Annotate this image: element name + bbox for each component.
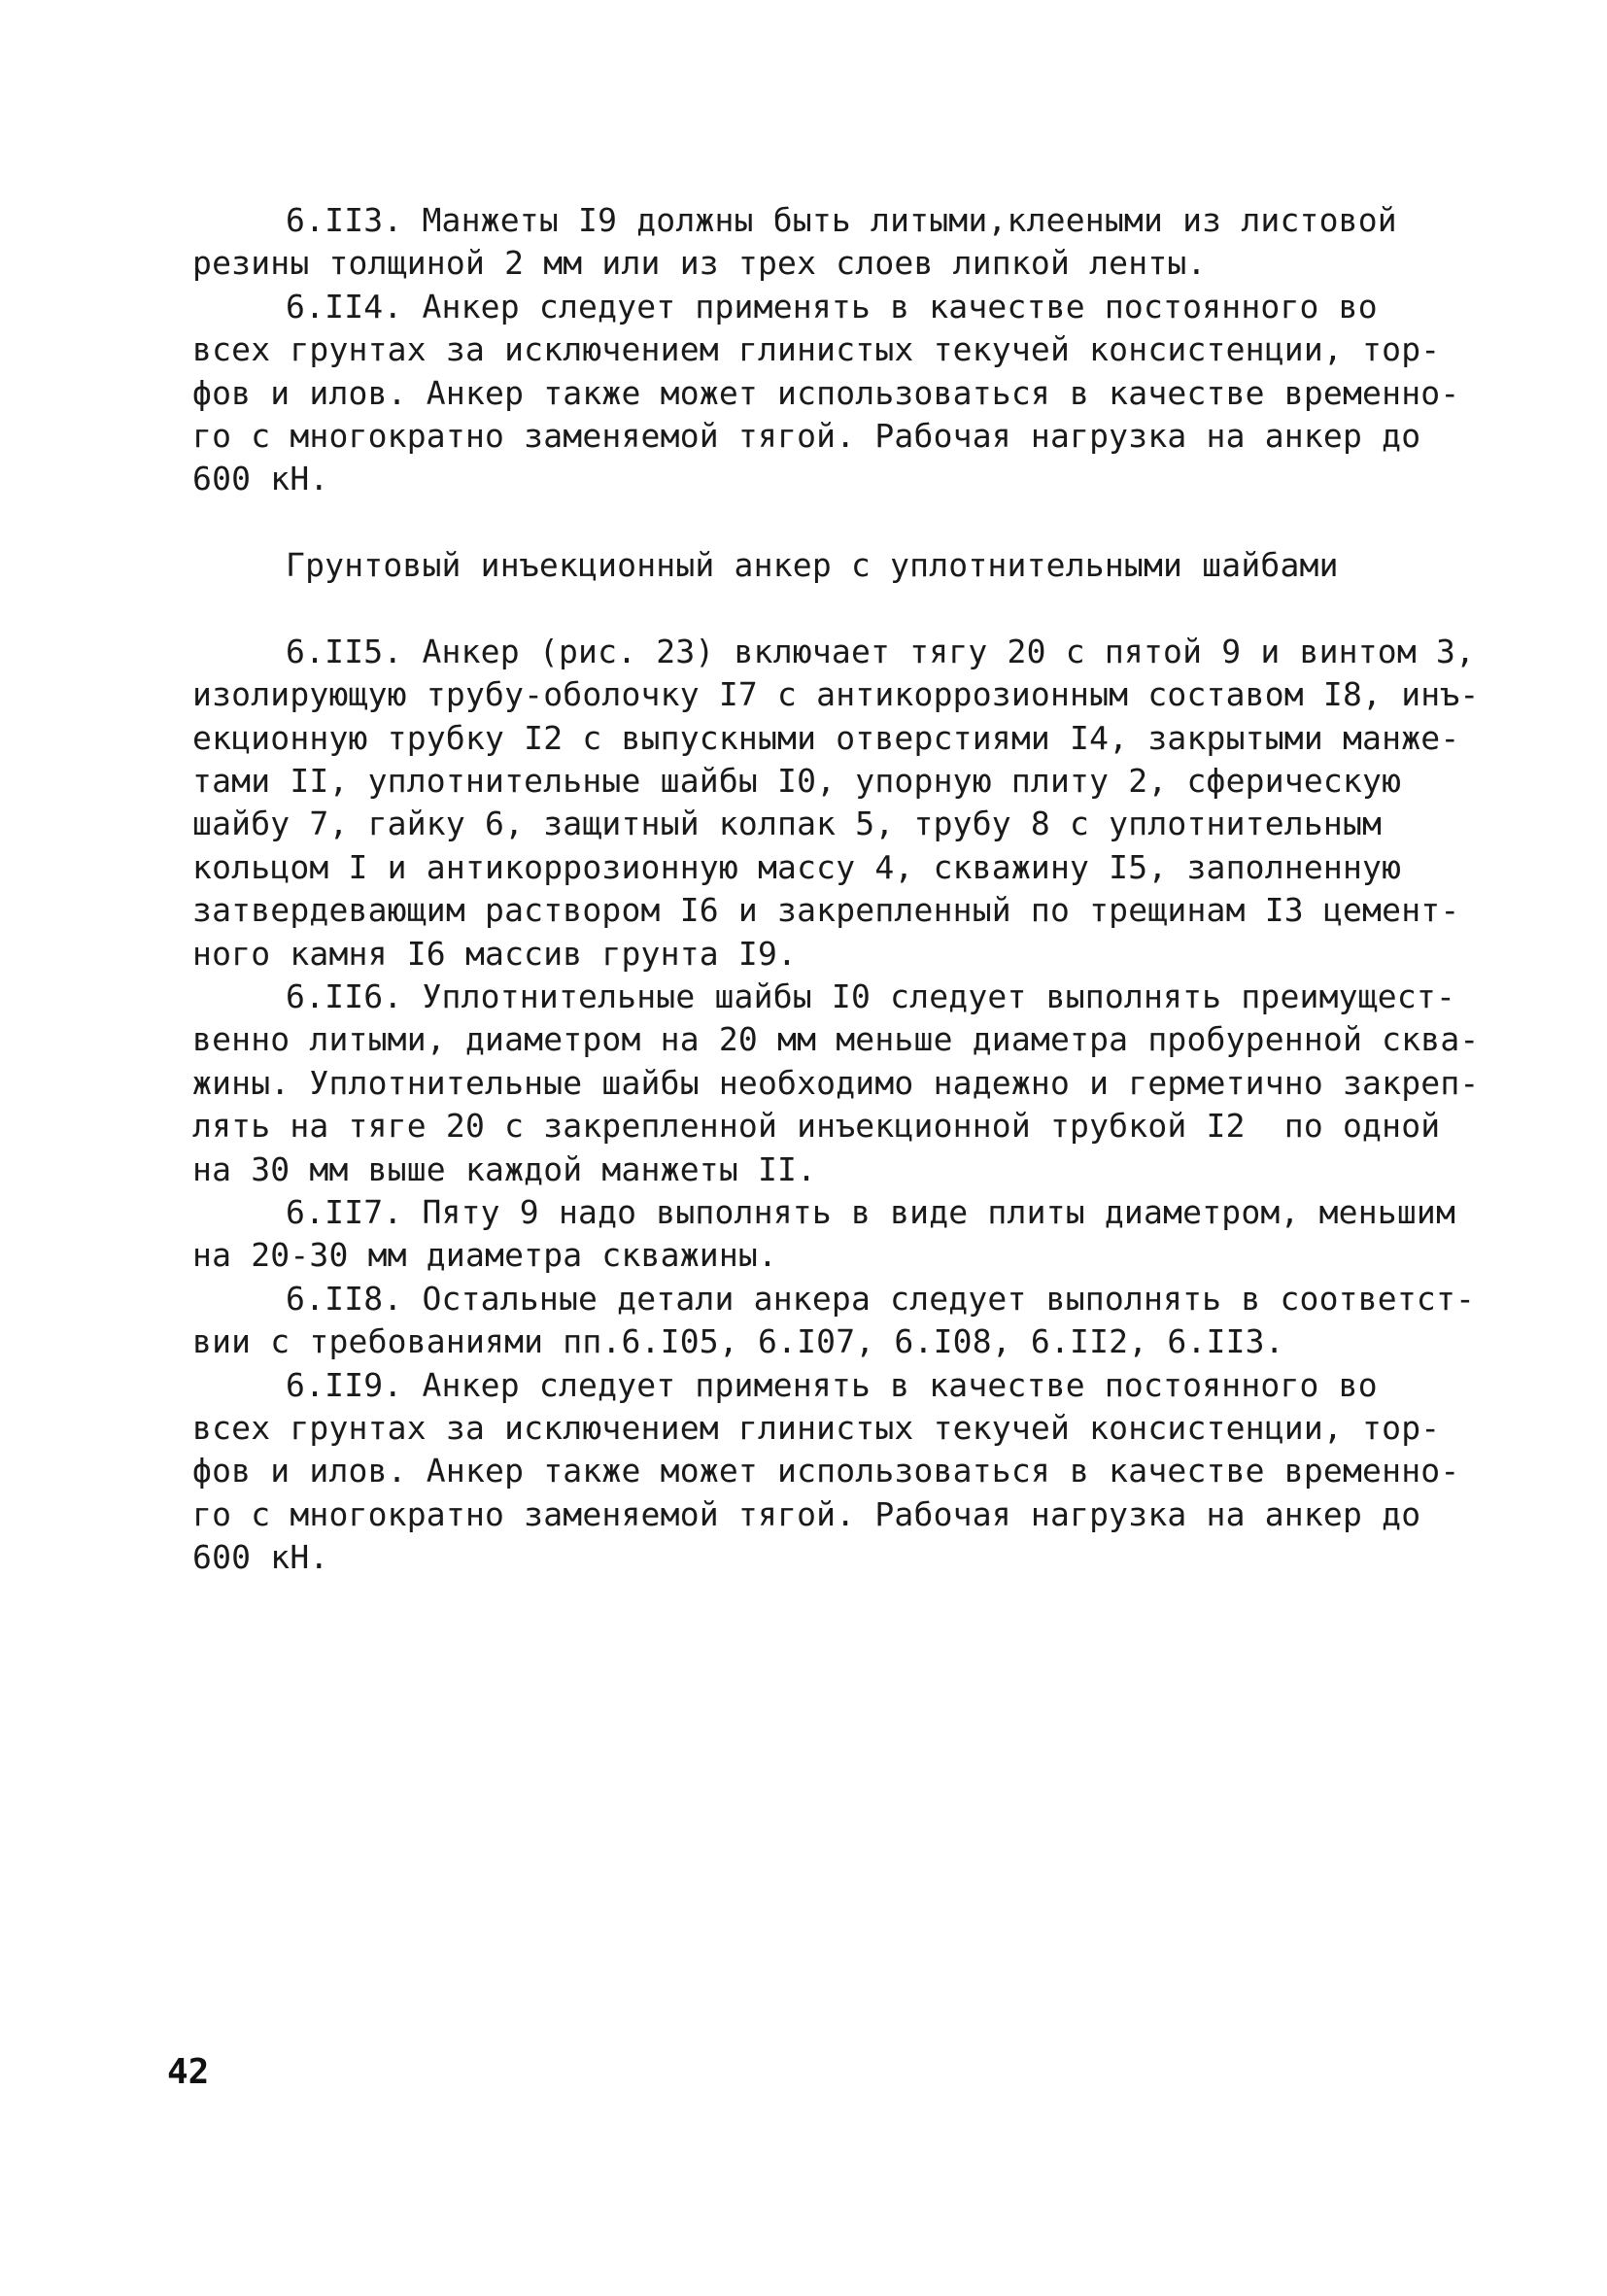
paragraph-line: лять на тяге 20 с закрепленной инъекционной трубкой I2 по одной bbox=[192, 1107, 1441, 1146]
paragraph-line: 6.II5. Анкер (рис. 23) включает тягу 20 с пятой 9 и винтом 3, bbox=[286, 632, 1476, 670]
paragraph-line: го с многократно заменяемой тягой. Рабочая нагрузка на анкер до bbox=[192, 1494, 1421, 1533]
paragraph-line: 6.II3. Манжеты I9 должны быть литыми,клееными из листовой bbox=[286, 201, 1397, 239]
paragraph-6-118 bbox=[192, 1278, 1476, 1364]
paragraph-line: всех грунтах за исключением глинистых текучей консистенции, тор- bbox=[192, 1408, 1441, 1447]
paragraph-line: 6.II4. Анкер следует применять в качестве постоянного во bbox=[286, 287, 1378, 326]
paragraph-line: жины. Уплотнительные шайбы необходимо надежно и герметично закреп- bbox=[192, 1063, 1480, 1102]
paragraph-line: 600 кН. bbox=[192, 460, 329, 498]
paragraph-line: кольцом I и антикоррозионную массу 4, скважину I5, заполненную bbox=[192, 847, 1402, 886]
page-number: 42 bbox=[167, 2052, 210, 2092]
paragraph-line: 600 кН. bbox=[192, 1538, 329, 1577]
paragraph-line: 6.II6. Уплотнительные шайбы I0 следует выполнять преимущест- bbox=[286, 977, 1456, 1016]
paragraph-line: фов и илов. Анкер также может использоваться в качестве временно- bbox=[192, 1452, 1460, 1491]
paragraph-line: ного камня I6 массив грунта I9. bbox=[192, 934, 798, 973]
paragraph-line: на 30 мм выше каждой манжеты II. bbox=[192, 1149, 817, 1188]
paragraph-line: шайбу 7, гайку 6, защитный колпак 5, трубу 8 с уплотнительным bbox=[192, 805, 1383, 843]
paragraph-6-116 bbox=[192, 976, 1480, 1191]
paragraph-line: фов и илов. Анкер также может использоваться в качестве временно- bbox=[192, 373, 1460, 412]
paragraph-line: вии с требованиями пп.6.I05, 6.I07, 6.I08, 6.II2, 6.II3. bbox=[192, 1322, 1284, 1361]
paragraph-line: го с многократно заменяемой тягой. Рабочая нагрузка на анкер до bbox=[192, 416, 1421, 455]
paragraph-line: затвердевающим раствором I6 и закрепленный по трещинам I3 цемент- bbox=[192, 891, 1460, 930]
paragraph-line: тами II, уплотнительные шайбы I0, упорную плиту 2, сферическую bbox=[192, 762, 1402, 801]
paragraph-line: всех грунтах за исключением глинистых текучей консистенции, тор- bbox=[192, 330, 1441, 369]
paragraph-line: екционную трубку I2 с выпускными отверстиями I4, закрытыми манже- bbox=[192, 718, 1460, 757]
paragraph-line: 6.II7. Пяту 9 надо выполнять в виде плиты диаметром, меньшим bbox=[286, 1192, 1456, 1231]
spacer bbox=[192, 501, 1446, 544]
paragraph-6-117 bbox=[192, 1191, 1456, 1278]
paragraph-line: 6.II8. Остальные детали анкера следует выполнять в соответст- bbox=[286, 1279, 1476, 1318]
paragraph-line: 6.II9. Анкер следует применять в качестве постоянного во bbox=[286, 1365, 1378, 1404]
paragraph-line: на 20-30 мм диаметра скважины. bbox=[192, 1236, 778, 1275]
document-body bbox=[192, 199, 1480, 1580]
paragraph-6-115 bbox=[192, 631, 1480, 976]
paragraph-line: венно литыми, диаметром на 20 мм меньше диаметра пробуренной сква- bbox=[192, 1020, 1480, 1059]
paragraph-6-119 bbox=[192, 1364, 1460, 1580]
section-heading: Грунтовый инъекционный анкер с уплотнительными шайбами bbox=[286, 546, 1339, 585]
paragraph-line: изолирующую трубу-оболочку I7 с антикоррозионным составом I8, инъ- bbox=[192, 675, 1480, 714]
paragraph-6-113 bbox=[192, 199, 1446, 286]
paragraph-line: резины толщиной 2 мм или из трех слоев липкой ленты. bbox=[192, 244, 1207, 283]
spacer bbox=[192, 588, 1446, 631]
paragraph-6-114 bbox=[192, 286, 1460, 501]
